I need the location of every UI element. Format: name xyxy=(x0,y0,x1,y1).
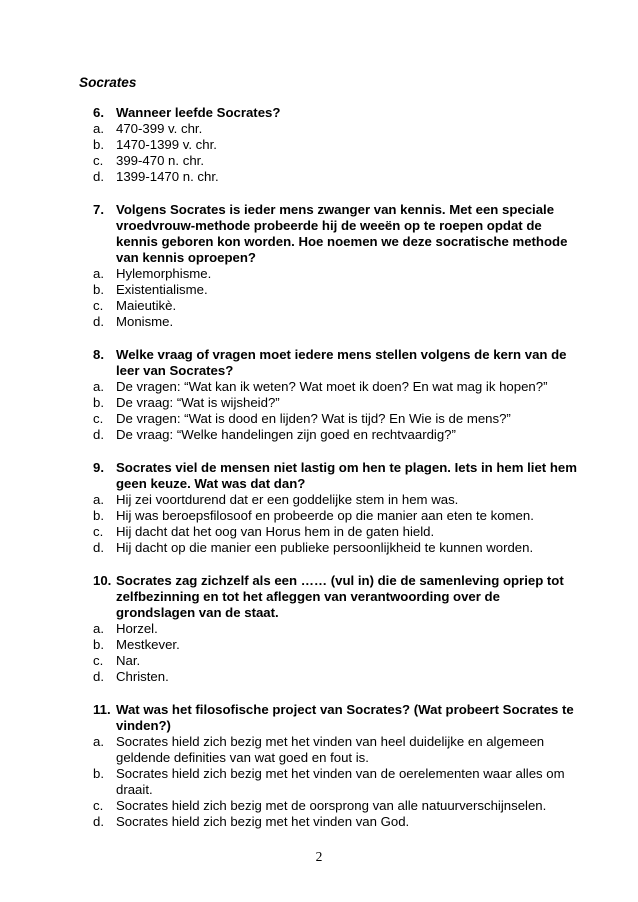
option-text: Socrates hield zich bezig met het vinden van God. xyxy=(116,814,410,829)
option-letter: b. xyxy=(93,637,104,652)
answer-option xyxy=(79,734,579,766)
question-row xyxy=(79,202,579,266)
question-row xyxy=(79,460,579,492)
question-block xyxy=(79,105,579,185)
option-letter: a. xyxy=(93,379,104,394)
option-text: Hij dacht op die manier een publieke persoonlijkheid te kunnen worden. xyxy=(116,540,534,555)
option-letter: c. xyxy=(93,411,104,426)
question-number: 6. xyxy=(93,105,104,120)
option-text: De vraag: “Wat is wijsheid?” xyxy=(116,395,280,410)
option-letter: c. xyxy=(93,153,104,168)
option-letter: a. xyxy=(93,266,104,281)
section-title: Socrates xyxy=(79,75,137,90)
question-number: 8. xyxy=(93,347,104,362)
answer-option xyxy=(79,298,579,314)
page-number: 2 xyxy=(315,849,323,864)
option-letter: c. xyxy=(93,298,104,313)
answer-option xyxy=(79,766,579,798)
option-letter: c. xyxy=(93,524,104,539)
option-letter: a. xyxy=(93,621,104,636)
option-text: 470-399 v. chr. xyxy=(116,121,203,136)
answer-option xyxy=(79,411,579,427)
option-letter: c. xyxy=(93,798,104,813)
answer-option xyxy=(79,508,579,524)
question-block xyxy=(79,573,579,685)
option-text: Socrates hield zich bezig met de oorsprong van alle natuurverschijnselen. xyxy=(116,798,547,813)
option-letter: d. xyxy=(93,169,104,184)
option-text: De vraag: “Welke handelingen zijn goed en rechtvaardig?” xyxy=(116,427,456,442)
answer-option xyxy=(79,153,579,169)
option-letter: c. xyxy=(93,653,104,668)
question-text: Volgens Socrates is ieder mens zwanger van kennis. Met een speciale vroedvrouw-methode probeerde hij de weeën op te roepen opdat de kennis geboren kon worden. Hoe noemen we deze socratische methode van kennis oproepen? xyxy=(116,202,568,265)
option-text: Hij was beroepsfilosoof en probeerde op die manier aan eten te komen. xyxy=(116,508,534,523)
option-letter: b. xyxy=(93,508,104,523)
answer-option xyxy=(79,669,579,685)
answer-option xyxy=(79,540,579,556)
option-letter: a. xyxy=(93,121,104,136)
option-text: 1470-1399 v. chr. xyxy=(116,137,217,152)
answer-option xyxy=(79,266,579,282)
question-number: 10. xyxy=(93,573,112,588)
answer-option xyxy=(79,137,579,153)
question-number: 11. xyxy=(93,702,111,717)
option-text: Hij zei voortdurend dat er een goddelijke stem in hem was. xyxy=(116,492,459,507)
question-row xyxy=(79,105,579,121)
option-text: De vragen: “Wat is dood en lijden? Wat is tijd? En Wie is de mens?” xyxy=(116,411,511,426)
answer-option xyxy=(79,395,579,411)
option-text: Monisme. xyxy=(116,314,174,329)
answer-option xyxy=(79,798,579,814)
option-letter: a. xyxy=(93,734,104,749)
option-text: 399-470 n. chr. xyxy=(116,153,204,168)
option-text: Hij dacht dat het oog van Horus hem in de gaten hield. xyxy=(116,524,435,539)
option-text: Nar. xyxy=(116,653,141,668)
answer-option xyxy=(79,282,579,298)
option-text: Christen. xyxy=(116,669,169,684)
answer-option xyxy=(79,427,579,443)
option-letter: d. xyxy=(93,540,104,555)
option-text: Horzel. xyxy=(116,621,158,636)
question-text: Socrates viel de mensen niet lastig om hen te plagen. Iets in hem liet hem geen keuze. Wat was dat dan? xyxy=(116,460,577,491)
answer-option xyxy=(79,637,579,653)
answer-option xyxy=(79,524,579,540)
option-letter: b. xyxy=(93,395,104,410)
question-text: Welke vraag of vragen moet iedere mens stellen volgens de kern van de leer van Socrates? xyxy=(116,347,567,378)
question-row xyxy=(79,573,579,621)
option-letter: d. xyxy=(93,814,104,829)
option-text: 1399-1470 n. chr. xyxy=(116,169,219,184)
option-text: Existentialisme. xyxy=(116,282,208,297)
question-block xyxy=(79,460,579,556)
answer-option xyxy=(79,169,579,185)
option-text: De vragen: “Wat kan ik weten? Wat moet ik doen? En wat mag ik hopen?” xyxy=(116,379,548,394)
question-block xyxy=(79,702,579,830)
option-text: Socrates hield zich bezig met het vinden van de oerelementen waar alles om draait. xyxy=(116,766,565,797)
question-text: Wanneer leefde Socrates? xyxy=(116,105,281,120)
question-list xyxy=(79,105,579,847)
option-letter: b. xyxy=(93,282,104,297)
question-block xyxy=(79,347,579,443)
question-number: 7. xyxy=(93,202,104,217)
question-number: 9. xyxy=(93,460,104,475)
option-text: Mestkever. xyxy=(116,637,180,652)
option-letter: d. xyxy=(93,427,104,442)
option-text: Socrates hield zich bezig met het vinden van heel duidelijke en algemeen geldende definities van wat goed en fout is. xyxy=(116,734,545,765)
option-letter: b. xyxy=(93,137,104,152)
question-row xyxy=(79,347,579,379)
option-letter: d. xyxy=(93,669,104,684)
answer-option xyxy=(79,314,579,330)
option-text: Maieutikè. xyxy=(116,298,177,313)
answer-option xyxy=(79,653,579,669)
option-letter: b. xyxy=(93,766,104,781)
option-letter: d. xyxy=(93,314,104,329)
question-row xyxy=(79,702,579,734)
option-text: Hylemorphisme. xyxy=(116,266,212,281)
answer-option xyxy=(79,121,579,137)
answer-option xyxy=(79,621,579,637)
answer-option xyxy=(79,379,579,395)
answer-option xyxy=(79,814,579,830)
question-text: Socrates zag zichzelf als een …… (vul in) die de samenleving opriep tot zelfbezinning en tot het afleggen van verantwoording over de grondslagen van de staat. xyxy=(116,573,564,620)
answer-option xyxy=(79,492,579,508)
question-block xyxy=(79,202,579,330)
question-text: Wat was het filosofische project van Socrates? (Wat probeert Socrates te vinden?) xyxy=(116,702,574,733)
option-letter: a. xyxy=(93,492,104,507)
